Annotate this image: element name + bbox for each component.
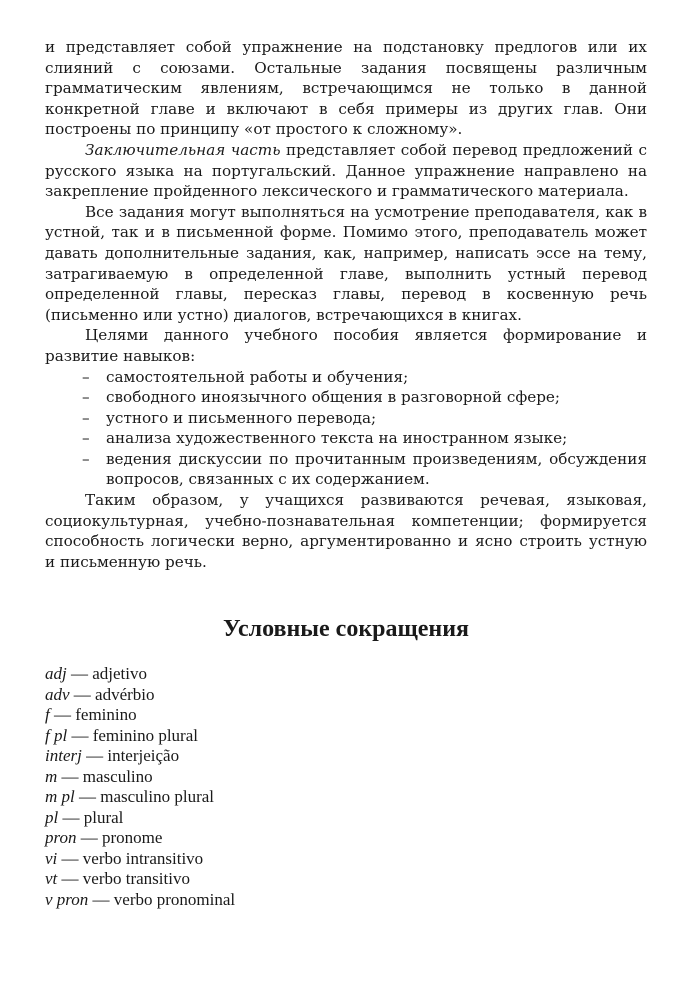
abbreviation-row	[45, 705, 647, 726]
dash-marker: –	[82, 408, 90, 427]
list-item	[45, 387, 647, 408]
list-item	[45, 449, 647, 490]
abbreviation-row	[45, 849, 647, 870]
abbreviation-row	[45, 890, 647, 911]
dash-marker: –	[82, 429, 90, 448]
abbreviation-value: — masculino	[57, 766, 153, 786]
section-heading: Условные сокращения	[222, 616, 470, 643]
abbreviation-value: — feminino plural	[67, 725, 198, 745]
abbreviation-value: — pronome	[76, 828, 163, 848]
abbreviation-value: — interjeição	[81, 746, 180, 766]
abbreviation-key: vi	[45, 848, 58, 868]
list-item-text: анализа художественного текста на иностранном языке;	[106, 429, 568, 448]
abbreviation-row	[45, 726, 647, 747]
abbreviation-row	[45, 685, 647, 706]
list-item	[45, 408, 647, 429]
abbreviation-key: m	[45, 766, 58, 786]
abbreviation-value: — plural	[58, 807, 124, 827]
body-text	[45, 37, 647, 572]
abbreviation-row	[45, 869, 647, 890]
list-item-text: устного и письменного перевода;	[106, 408, 377, 427]
abbreviations-list	[45, 664, 647, 910]
abbreviation-key: vt	[45, 869, 58, 889]
abbreviation-row	[45, 664, 647, 685]
goals-list	[45, 367, 647, 491]
final-part-text: представляет собой перевод предложений с русского языка на португальский. Данное упражнение направлено на закрепление пройденного лексического и грамматического материала.	[45, 140, 648, 201]
abbreviation-key: pl	[45, 807, 59, 827]
abbreviation-row	[45, 808, 647, 829]
abbreviation-row	[45, 746, 647, 767]
list-item	[45, 367, 647, 388]
abbreviation-row	[45, 787, 647, 808]
dash-marker: –	[82, 449, 90, 468]
abbreviation-value: — masculino plural	[74, 787, 215, 807]
abbreviation-value: — verbo transitivo	[57, 869, 190, 889]
paragraph-tasks: Все задания могут выполняться на усмотрение преподавателя, как в устной, так и в письменной форме. Помимо этого, преподаватель может давать дополнительные задания, как, например, написать эссе на тему, затрагиваемую в определенной главе, выполнить устный перевод определенной главы, пересказ главы, перевод в косвенную речь (письменно или устно) диалогов, встречающихся в книгах.	[45, 202, 647, 324]
abbreviation-value: — verbo intransitivo	[57, 848, 204, 868]
abbreviation-value: — feminino	[49, 705, 137, 725]
paragraph-substitution: и представляет собой упражнение на подстановку предлогов или их слияний с союзами. Остальные задания посвящены различным грамматическим явлениям, встречающимся не только в данной конкретной главе и включают в себя примеры из других глав. Они построены по принципу «от простого к сложному».	[45, 38, 647, 139]
list-item	[45, 428, 647, 449]
abbreviation-key: v pron	[45, 889, 89, 909]
final-part-term: Заключительная часть	[85, 140, 281, 159]
abbreviation-value: — adjetivo	[66, 664, 147, 684]
abbreviation-key: adv	[45, 684, 70, 704]
abbreviation-key: f	[45, 705, 50, 725]
abbreviation-row	[45, 828, 647, 849]
paragraph-final-part	[45, 140, 647, 202]
abbreviation-key: m pl	[45, 787, 75, 807]
dash-marker: –	[82, 388, 90, 407]
abbreviation-value: — verbo pronominal	[88, 889, 236, 909]
dash-marker: –	[82, 367, 90, 386]
abbreviation-key: adj	[45, 664, 67, 684]
paragraph-goals-intro: Целями данного учебного пособия является формирование и развитие навыков:	[45, 326, 647, 365]
abbreviation-row	[45, 767, 647, 788]
abbreviation-key: f pl	[45, 725, 68, 745]
paragraph-conclusion: Таким образом, у учащихся развиваются речевая, языковая, социокультурная, учебно-познавательная компетенции; формируется способность логически верно, аргументированно и ясно строить устную и письменную речь.	[45, 491, 647, 571]
list-item-text: свободного иноязычного общения в разговорной сфере;	[106, 388, 561, 407]
abbreviation-key: pron	[45, 828, 77, 848]
abbreviation-value: — advérbio	[69, 684, 155, 704]
list-item-text: ведения дискуссии по прочитанным произведениям, обсуждения вопросов, связанных с их содержанием.	[106, 449, 647, 489]
abbreviation-key: interj	[45, 746, 82, 766]
list-item-text: самостоятельной работы и обучения;	[106, 367, 409, 386]
